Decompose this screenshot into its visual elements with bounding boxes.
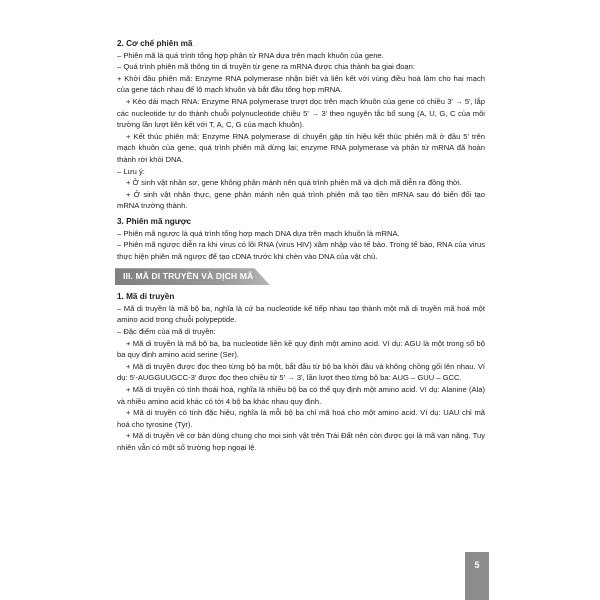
paragraph: + Mã di truyền là mã bộ ba, ba nucleotide liền kề quy định một amino acid. Ví dụ: AGU là một trong số bộ ba quy định amino acid serine (Ser). [117,338,485,360]
paragraph: + Kết thúc phiên mã: Enzyme RNA polymerase di chuyển gặp tín hiệu kết thúc phiên mã ở đầu 5' trên mạch khuôn của gene, quá trình phiên mã dừng lại; enzyme RNA polymerase và phân tử mRNA đã hoàn thành rời khỏi DNA. [117,131,485,164]
paragraph: – Phiên mã là quá trình tổng hợp phân tử RNA dựa trên mạch khuôn của gene. [117,50,384,60]
paragraph: + Mã di truyền có tính thoái hoá, nghĩa là nhiều bộ ba có thể quy định một amino acid. Ví dụ: Alanine (Ala) và nhiều amino acid khác có tới 4 bộ ba khác nhau quy định. [117,385,485,406]
section-heading-phien-ma-nguoc: 3. Phiên mã ngược [117,216,192,226]
section-heading-co-che-phien-ma: 2. Cơ chế phiên mã [117,39,193,48]
paragraph: + Khởi đầu phiên mã: Enzyme RNA polymerase nhận biết và liên kết với vùng điều hoà làm cho hai mạch của gene tách nhau để lộ mạch khuôn và bắt đầu tổng hợp mRNA. [117,73,485,95]
paragraph: – Phiên mã ngược diễn ra khi virus có lõi RNA (virus HIV) xâm nhập vào tế bào. Trong tế bào, RNA của virus thực hiện phiên mã ngược để tạo cDNA trước khi chèn vào DNA của vật chủ. [117,240,485,261]
paragraph: – Mã di truyền là mã bộ ba, nghĩa là cứ ba nucleotide kế tiếp nhau tạo thành một mã di truyền mã hoá một amino acid trong chuỗi polypeptide. [117,303,485,325]
section-banner [115,268,270,285]
section-heading-ma-di-truyen: 1. Mã di truyền [117,292,175,302]
page-number-tab [465,552,489,600]
paragraph: + Ở sinh vật nhân sơ, gene không phân mảnh nên quá trình phiên mã và dịch mã diễn ra đồng thời. [126,178,462,188]
page-number: 5 [474,560,480,570]
paragraph: – Phiên mã ngược là quá trình tổng hợp mạch DNA dựa trên mạch khuôn là mRNA. [117,228,400,238]
paragraph: – Lưu ý: [117,166,145,176]
banner-title: III. MÃ DI TRUYỀN VÀ DỊCH MÃ [123,271,254,282]
paragraph: + Ở sinh vật nhân thực, gene phân mảnh nên quá trình phiên mã tạo tiền mRNA sau đó biến đổi tạo mRNA trưởng thành. [117,189,485,211]
paragraph: + Kéo dài mạch RNA: Enzyme RNA polymerase trượt dọc trên mạch khuôn của gene có chiều 3' → 5', lắp các nucleotide tự do thành chuỗi polynucleotide chiều 5' → 3' theo nguyên tắc bổ sung (A, U, G, C của môi trường lần lượt liên kết với T, A, C, G của mạch khuôn). [117,96,485,130]
paragraph: + Mã di truyền có tính đặc hiệu, nghĩa là mỗi bộ ba chỉ mã hoá cho một amino acid. Ví dụ: UAU chỉ mã hoá cho tyrosine (Tyr). [117,408,485,429]
paragraph: – Quá trình phiên mã thông tin di truyền từ gene ra mRNA được chia thành ba giai đoạn: [117,62,415,72]
page-content [117,38,485,454]
paragraph: + Mã di truyền về cơ bản dùng chung cho mọi sinh vật trên Trái Đất nên còn được gọi là mã vạn năng. Tuy nhiên vẫn có một số trường hợp ngoại lệ. [117,431,485,452]
paragraph: – Đặc điểm của mã di truyền: [117,327,216,337]
paragraph: + Mã di truyền được đọc theo từng bộ ba một, bắt đầu từ bộ ba khởi đầu và không chồng gối lên nhau. Ví dụ: 5'-AUGGUUGCC-3' được đọc theo chiều từ 5' → 3', lần lượt theo từng bộ ba: AUG – GUU – GCC. [117,361,485,383]
